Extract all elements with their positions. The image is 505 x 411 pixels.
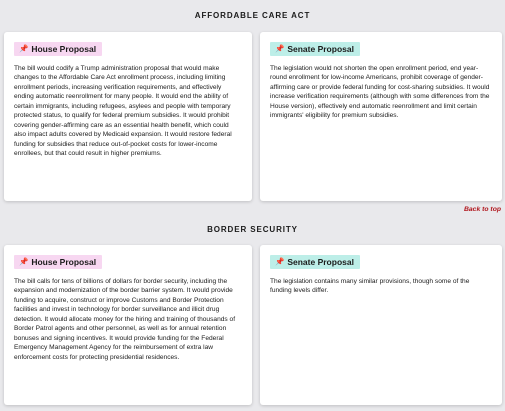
border-house-text: The bill calls for tens of billions of dollars for border security, including the expansion and modernization of the border barrier system. It would provide funding to acquire, construct or improve Customs and Border Protection facilities and invest in technology for border surveillance and illicit drug detection. It would allocate money for the hiring and training of thousands of Border Patrol agents and other personnel, as well as for annual retention bonuses and signing incentives. It would provide funding for the Federal Emergency Management Agency for the reimbursement of extra law enforcement costs for protecting presidential residences. bbox=[14, 278, 236, 361]
pushpin-icon: 📌 bbox=[275, 257, 285, 266]
aca-house-text: The bill would codify a Trump administration proposal that would make changes to the Affordable Care Act enrollment process, including limiting enrollment periods, increasing verification requirements, and effectively ending automatic reenrollment for many people. It would end the ability of certain immigrants, including refugees, asylees and people with temporary protected status, to qualify for federal premium subsidies. It would prohibit covering gender-affirming care as an essential health benefit, which could also impact adults covered by Medicaid expansion. It would restore federal funding for subsidies that reduce out-of-pocket costs for lower-income enrollees, but that could result in higher premiums. bbox=[14, 65, 232, 158]
house-proposal-label: House Proposal bbox=[31, 44, 97, 54]
section-title-border: BORDER SECURITY bbox=[207, 225, 298, 234]
house-proposal-badge bbox=[14, 255, 102, 269]
senate-proposal-label: Senate Proposal bbox=[287, 44, 354, 54]
section-title-aca: AFFORDABLE CARE ACT bbox=[194, 11, 311, 20]
border-senate-card bbox=[260, 245, 502, 405]
aca-senate-text: The legislation would not shorten the open enrollment period, end year-round enrollment for low-income Americans, prohibit coverage of gender-affirming care or provide federal funding for cost-sharing subsidies. It would increase verification requirements (although with some differences from the House version), effectively end automatic reenrollment and limit certain immigrants' eligibility for premium subsidies. bbox=[270, 65, 490, 120]
pushpin-icon: 📌 bbox=[19, 257, 29, 266]
senate-proposal-label: Senate Proposal bbox=[287, 257, 354, 267]
aca-house-card bbox=[4, 32, 252, 201]
pushpin-icon: 📌 bbox=[19, 44, 29, 53]
house-proposal-badge bbox=[14, 42, 102, 56]
house-proposal-label: House Proposal bbox=[31, 257, 97, 267]
back-to-top-link[interactable]: Back to top bbox=[463, 206, 501, 213]
senate-proposal-badge bbox=[270, 255, 360, 269]
pushpin-icon: 📌 bbox=[275, 44, 285, 53]
border-house-card bbox=[4, 245, 252, 405]
aca-senate-card bbox=[260, 32, 502, 201]
senate-proposal-badge bbox=[270, 42, 360, 56]
border-senate-text: The legislation contains many similar provisions, though some of the funding levels differ. bbox=[270, 278, 470, 295]
